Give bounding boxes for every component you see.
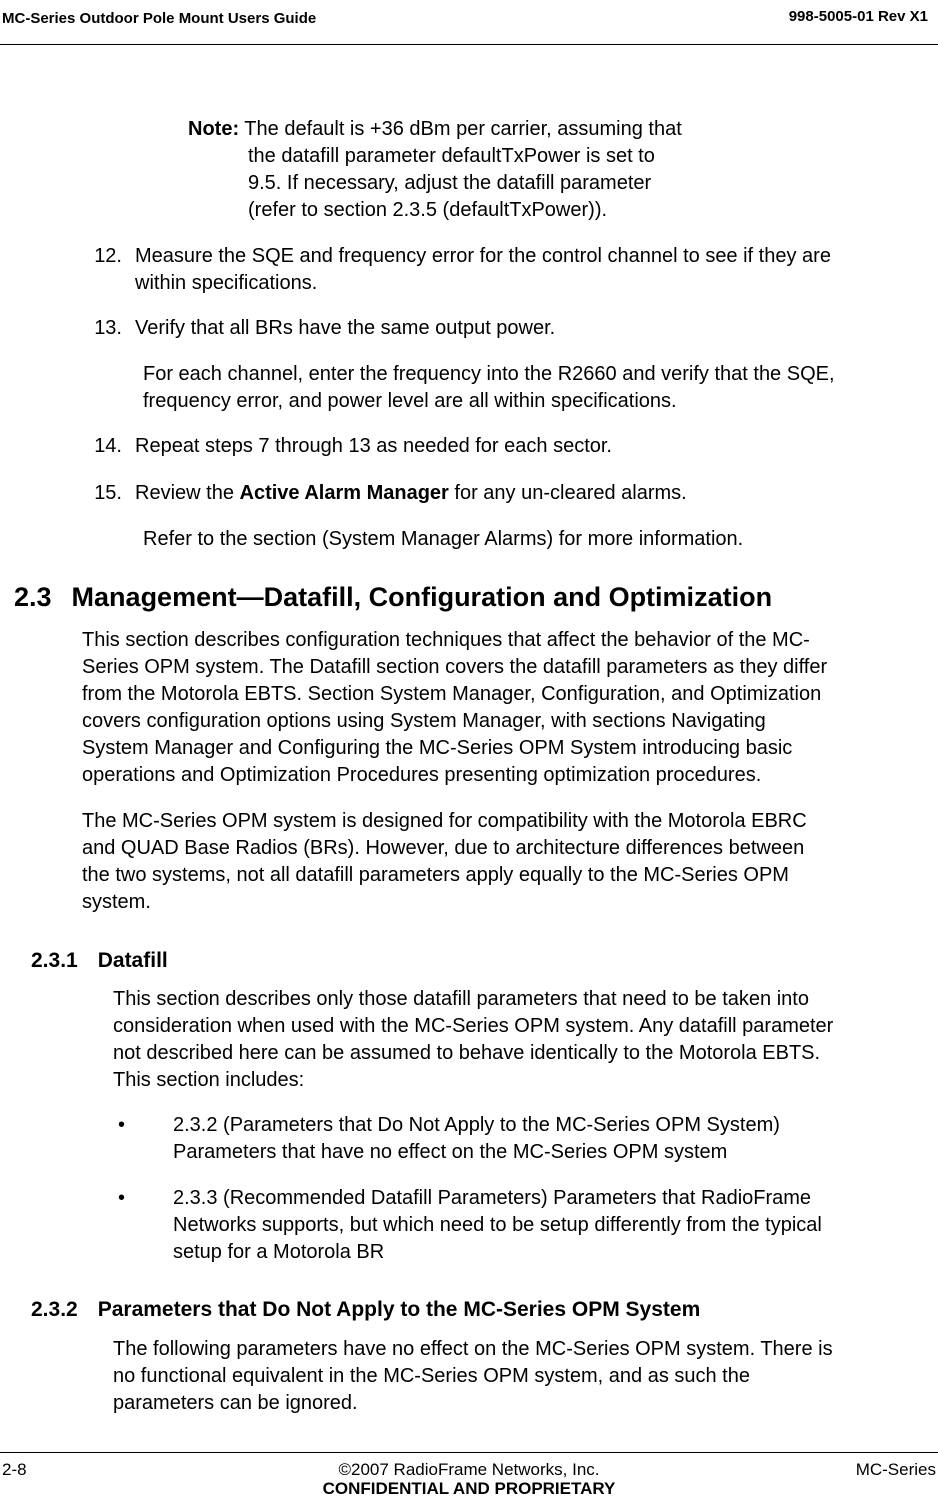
section-title: Parameters that Do Not Apply to the MC-Series OPM System bbox=[97, 1298, 701, 1321]
note-label: Note: bbox=[188, 118, 240, 140]
page-number: 2-8 bbox=[2, 1460, 27, 1479]
paragraph-line: consideration when used with the MC-Series OPM system. Any datafill parameter bbox=[113, 1015, 834, 1037]
step-detail-line: For each channel, enter the frequency into the R2660 and verify that the SQE, bbox=[143, 363, 835, 385]
paragraph-line: the two systems, not all datafill parameters apply equally to the MC-Series OPM bbox=[82, 864, 789, 886]
confidential-notice: CONFIDENTIAL AND PROPRIETARY bbox=[322, 1479, 616, 1498]
section-heading-2-3-1 bbox=[31, 949, 931, 973]
section-heading-2-3-2 bbox=[31, 1298, 936, 1322]
step-detail-line: frequency error, and power level are all within specifications. bbox=[143, 390, 677, 412]
step-14 bbox=[82, 433, 938, 463]
bullet-item bbox=[113, 1185, 938, 1266]
header-title: MC-Series Outdoor Pole Mount Users Guide bbox=[2, 10, 317, 27]
bullet-item bbox=[113, 1112, 938, 1166]
bullet-dot-icon: • bbox=[118, 1114, 126, 1136]
paragraph-line: This section describes only those datafill parameters that need to be taken into bbox=[113, 988, 809, 1010]
step-text: Repeat steps 7 through 13 as needed for each sector. bbox=[135, 435, 612, 457]
paragraph-line: operations and Optimization Procedures presenting optimization procedures. bbox=[82, 764, 762, 786]
section-heading-2-3 bbox=[14, 582, 934, 613]
paragraph-line: and QUAD Base Radios (BRs). However, due to architecture differences between bbox=[82, 837, 805, 859]
paragraph-line: parameters can be ignored. bbox=[113, 1392, 358, 1414]
section-2-3-1-paragraph bbox=[113, 986, 938, 1094]
paragraph-line: The MC-Series OPM system is designed for compatibility with the Motorola EBRC bbox=[82, 810, 807, 832]
paragraph-line: This section describes configuration techniques that affect the behavior of the MC- bbox=[82, 629, 810, 651]
bullet-dot-icon: • bbox=[118, 1187, 126, 1209]
section-2-3-2-paragraph bbox=[113, 1336, 938, 1417]
note-block bbox=[188, 116, 748, 224]
note-text-line: (refer to section 2.3.5 (defaultTxPower)). bbox=[248, 199, 608, 221]
step-text: Review the Active Alarm Manager for any un-cleared alarms. bbox=[135, 482, 687, 504]
paragraph-line: not described here can be assumed to behave identically to the Motorola EBTS. bbox=[113, 1042, 821, 1064]
paragraph-line: from the Motorola EBTS. Section System Manager, Configuration, and Optimization bbox=[82, 683, 822, 705]
section-number: 2.3.2 bbox=[31, 1298, 78, 1321]
step-number: 13. bbox=[94, 317, 122, 339]
paragraph-line: system. bbox=[82, 891, 151, 913]
bullet-line: 2.3.2 (Parameters that Do Not Apply to the MC-Series OPM System) bbox=[173, 1114, 780, 1136]
note-text-line: The default is +36 dBm per carrier, assuming that bbox=[239, 118, 682, 140]
document-number: 998-5005-01 Rev X1 bbox=[788, 8, 928, 25]
section-title: Management—Datafill, Configuration and Optimization bbox=[71, 582, 773, 612]
section-2-3-paragraph-1 bbox=[82, 627, 938, 789]
copyright: ©2007 RadioFrame Networks, Inc. bbox=[338, 1460, 600, 1479]
header-rule bbox=[0, 44, 938, 45]
note-text-line: 9.5. If necessary, adjust the datafill parameter bbox=[248, 172, 652, 194]
step-13-detail bbox=[143, 361, 938, 415]
step-number: 12. bbox=[94, 245, 122, 267]
section-number: 2.3 bbox=[14, 582, 52, 612]
paragraph-line: This section includes: bbox=[113, 1069, 305, 1091]
step-13 bbox=[82, 315, 938, 345]
bullet-line: 2.3.3 (Recommended Datafill Parameters) Parameters that RadioFrame bbox=[173, 1187, 812, 1209]
bullet-line: Parameters that have no effect on the MC-Series OPM system bbox=[173, 1141, 728, 1163]
section-2-3-paragraph-2 bbox=[82, 808, 938, 916]
bullet-line: setup for a Motorola BR bbox=[173, 1241, 385, 1263]
product-series: MC-Series bbox=[855, 1460, 936, 1479]
paragraph-line: covers configuration options using System Manager, with sections Navigating bbox=[82, 710, 766, 732]
step-12 bbox=[82, 243, 938, 303]
paragraph-line: no functional equivalent in the MC-Series OPM system, and as such the bbox=[113, 1365, 750, 1387]
bullet-line: Networks supports, but which need to be setup differently from the typical bbox=[173, 1214, 822, 1236]
step-text: within specifications. bbox=[135, 272, 318, 294]
section-title: Datafill bbox=[97, 949, 168, 972]
note-text-line: the datafill parameter defaultTxPower is set to bbox=[248, 145, 655, 167]
section-number: 2.3.1 bbox=[31, 949, 78, 972]
step-text: Verify that all BRs have the same output power. bbox=[135, 317, 556, 339]
paragraph-line: The following parameters have no effect on the MC-Series OPM system. There is bbox=[113, 1338, 833, 1360]
step-15-detail: Refer to the section (System Manager Alarms) for more information. bbox=[143, 528, 744, 550]
footer-rule bbox=[0, 1452, 938, 1453]
active-alarm-manager-term: Active Alarm Manager bbox=[239, 482, 449, 504]
paragraph-line: Series OPM system. The Datafill section covers the datafill parameters as they differ bbox=[82, 656, 828, 678]
step-number: 15. bbox=[94, 482, 122, 504]
paragraph-line: System Manager and Configuring the MC-Series OPM System introducing basic bbox=[82, 737, 793, 759]
step-15 bbox=[82, 480, 938, 510]
step-number: 14. bbox=[94, 435, 122, 457]
step-text: Measure the SQE and frequency error for the control channel to see if they are bbox=[135, 245, 831, 267]
